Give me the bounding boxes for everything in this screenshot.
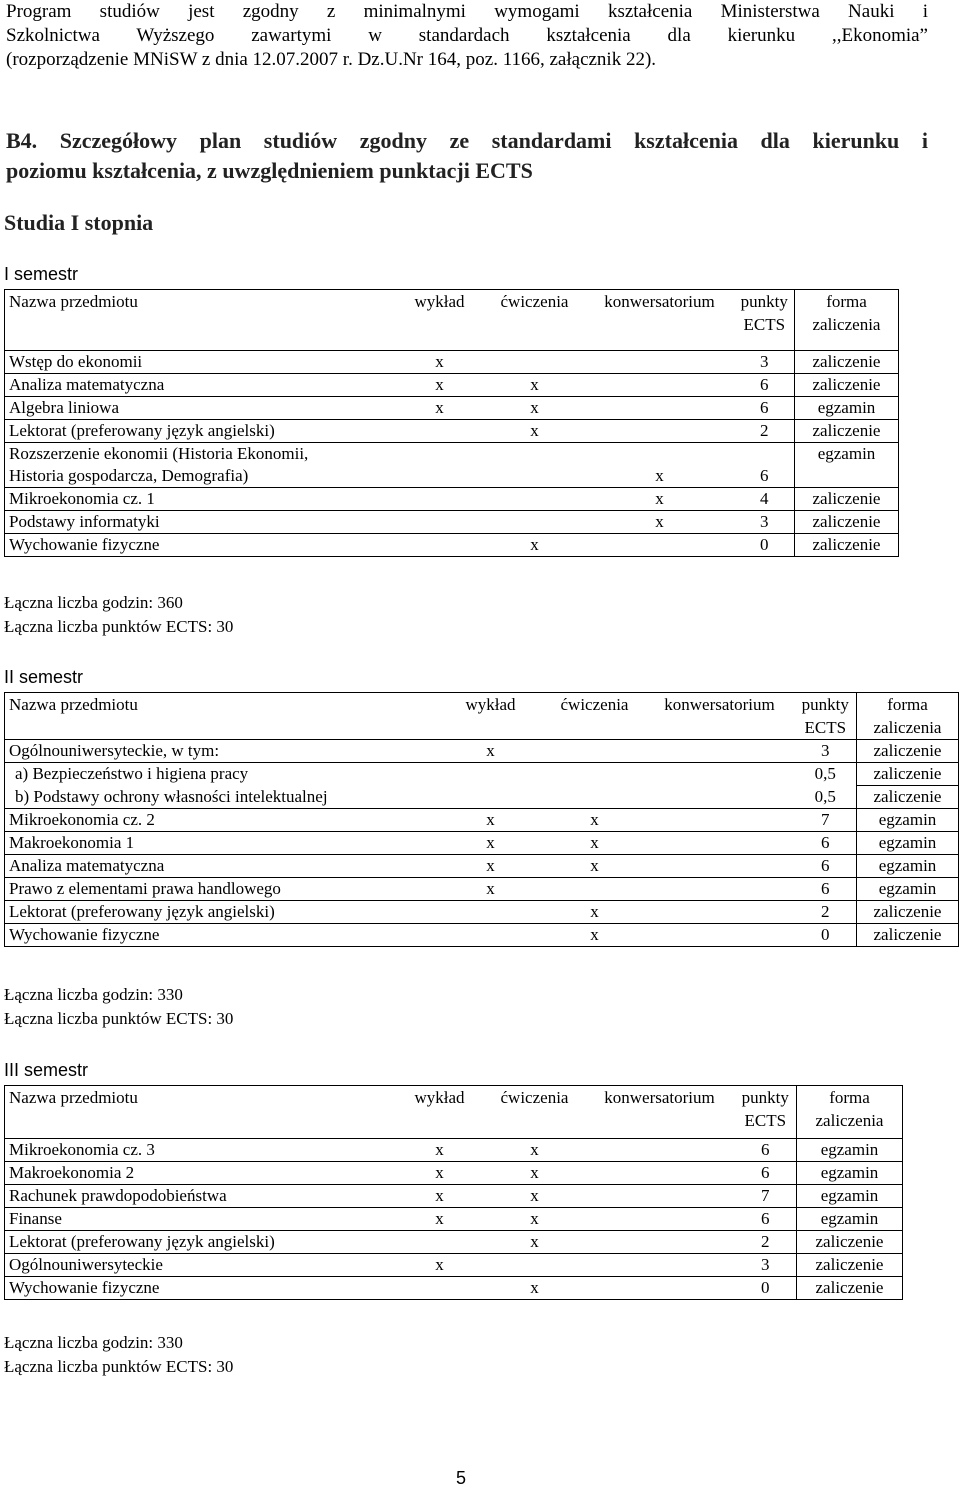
semester-3-table [4,1085,903,1300]
assessment-form: egzamin [797,1185,903,1208]
table-row [5,1208,903,1231]
lecture-mark [395,420,485,443]
conversatorium-mark [585,1231,735,1254]
table-row [5,809,959,832]
col-header-lecture: wykład [437,693,545,740]
lecture-mark: x [395,1162,485,1185]
assessment-form: zaliczenie [795,351,899,374]
table-row [5,351,899,374]
assessment-form: zaliczenie [857,740,959,763]
semester-1-table [4,289,899,557]
exercises-mark: x [485,1208,585,1231]
conversatorium-mark [645,809,795,832]
assessment-form: egzamin [797,1162,903,1185]
col-header-subject: Nazwa przedmiotu [5,693,437,740]
col-header-ects-line2: ECTS [744,1111,787,1130]
intro-line: Szkolnictwa Wyższego zawartymi w standardach kształcenia dla kierunku ,,Ekonomia” [6,25,928,46]
lecture-mark: x [437,855,545,878]
section-heading [6,126,928,186]
col-header-form-line1: forma [829,1088,870,1107]
exercises-mark [485,1254,585,1277]
assessment-form: zaliczenie [795,534,899,557]
assessment-form: egzamin [857,809,959,832]
ects-value: 2 [735,420,795,443]
col-header-ects [735,290,795,337]
col-header-exercises: ćwiczenia [485,1086,585,1133]
ects-value: 3 [735,351,795,374]
exercises-mark: x [545,901,645,924]
subject-name: Podstawy informatyki [5,511,395,534]
col-header-ects-line1: punkty [741,1088,789,1107]
degree-heading: Studia I stopnia [4,210,154,235]
col-header-form [797,1086,903,1133]
exercises-mark [545,878,645,901]
table-row [5,1254,903,1277]
subject-name: Rachunek prawdopodobieństwa [5,1185,395,1208]
table-row [5,1277,903,1300]
semester-label: I semestr [4,264,79,284]
col-header-ects-line1: punkty [740,292,788,311]
subject-name: Analiza matematyczna [5,374,395,397]
total-hours: Łączna liczba godzin: 330 [4,1333,183,1352]
col-header-conversatorium: konwersatorium [585,1086,735,1133]
col-header-ects-line1: punkty [801,695,849,714]
subject-name: Mikroekonomia cz. 2 [5,809,437,832]
conversatorium-mark [585,351,735,374]
assessment-form: zaliczenie [797,1277,903,1300]
ects-value: 6 [795,878,857,901]
subject-name: Mikroekonomia cz. 1 [5,488,395,511]
subject-name: Finanse [5,1208,395,1231]
conversatorium-mark [645,878,795,901]
subject-name: Lektorat (preferowany język angielski) [5,420,395,443]
col-header-form-line2: zaliczenia [812,315,881,334]
conversatorium-mark [645,740,795,763]
col-header-ects [735,1086,797,1133]
conversatorium-mark [645,763,795,786]
intro-line: Program studiów jest zgodny z minimalnymi wymogami kształcenia Ministerstwa Nauki i [6,1,928,22]
lecture-mark: x [395,1254,485,1277]
lecture-mark [437,786,545,809]
ects-value: 6 [795,855,857,878]
conversatorium-mark [585,1277,735,1300]
ects-value: 0 [735,534,795,557]
exercises-mark: x [485,1185,585,1208]
lecture-mark [395,1231,485,1254]
total-hours: Łączna liczba godzin: 360 [4,593,183,612]
total-ects: Łączna liczba punktów ECTS: 30 [4,1009,234,1028]
conversatorium-mark [645,786,795,809]
page-number: 5 [456,1468,467,1488]
ects-value: 4 [735,488,795,511]
assessment-form: zaliczenie [795,420,899,443]
subject-name [5,443,395,488]
assessment-form: zaliczenie [857,763,959,786]
semester-2-table [4,692,959,947]
conversatorium-mark [585,1185,735,1208]
exercises-mark [485,351,585,374]
subject-name: Lektorat (preferowany język angielski) [5,901,437,924]
subject-name: Wstęp do ekonomii [5,351,395,374]
ects-value: 3 [735,1254,797,1277]
total-hours: Łączna liczba godzin: 330 [4,985,183,1004]
ects-value: 6 [735,1139,797,1162]
table-row [5,786,959,809]
ects-value: 6 [735,1208,797,1231]
assessment-form: egzamin [797,1208,903,1231]
intro-paragraph [6,0,928,72]
ects-value: 0 [795,924,857,947]
ects-value: 6 [735,443,795,488]
exercises-mark: x [545,924,645,947]
assessment-form: zaliczenie [857,901,959,924]
assessment-form: zaliczenie [857,924,959,947]
table-row [5,1139,903,1162]
lecture-mark [437,924,545,947]
ects-value: 0,5 [814,764,836,783]
table-row [5,1162,903,1185]
ects-value: 3 [795,740,857,763]
exercises-mark: x [485,397,585,420]
lecture-mark [437,763,545,786]
total-ects: Łączna liczba punktów ECTS: 30 [4,1357,234,1376]
ects-value: 2 [795,901,857,924]
conversatorium-mark [585,534,735,557]
exercises-mark: x [485,1277,585,1300]
semester-totals [4,1331,233,1379]
exercises-mark: x [485,534,585,557]
intro-line: (rozporządzenie MNiSW z dnia 12.07.2007 r. Dz.U.Nr 164, poz. 1166, załącznik 22). [6,49,657,70]
exercises-mark: x [545,809,645,832]
conversatorium-mark: x [585,443,735,488]
col-header-form-line1: forma [887,695,928,714]
subject-name: Algebra liniowa [5,397,395,420]
lecture-mark: x [395,397,485,420]
conversatorium-mark [645,832,795,855]
col-header-exercises: ćwiczenia [485,290,585,337]
ects-value: 2 [735,1231,797,1254]
lecture-mark [437,901,545,924]
assessment-form: zaliczenie [797,1254,903,1277]
subject-name: Makroekonomia 1 [5,832,437,855]
exercises-mark: x [545,832,645,855]
col-header-form [795,290,899,337]
table-row [5,397,899,420]
table-row [5,534,899,557]
semester-label: III semestr [4,1060,89,1080]
lecture-mark [395,511,485,534]
table-header-row [5,1086,903,1133]
assessment-form: egzamin [857,878,959,901]
exercises-mark: x [545,855,645,878]
semester-label: II semestr [4,667,84,687]
col-header-conversatorium: konwersatorium [585,290,735,337]
table-row [5,763,959,786]
exercises-mark [485,443,585,488]
table-row [5,740,959,763]
lecture-mark: x [395,1185,485,1208]
table-row [5,832,959,855]
conversatorium-mark [585,1208,735,1231]
col-header-conversatorium: konwersatorium [645,693,795,740]
lecture-mark: x [437,740,545,763]
table-row [5,878,959,901]
lecture-mark: x [437,878,545,901]
col-header-exercises: ćwiczenia [545,693,645,740]
lecture-mark: x [395,1208,485,1231]
exercises-mark [545,740,645,763]
lecture-mark: x [437,832,545,855]
conversatorium-mark [585,397,735,420]
conversatorium-mark [645,855,795,878]
conversatorium-mark [645,901,795,924]
assessment-form: zaliczenie [795,511,899,534]
table-header-row [5,693,959,740]
assessment-form: egzamin [857,832,959,855]
subject-name-line2: Historia gospodarcza, Demografia) [9,466,249,485]
exercises-mark [545,763,645,786]
assessment-form: egzamin [795,443,899,488]
table-row [5,443,899,488]
lecture-mark [395,443,485,488]
assessment-form: egzamin [795,397,899,420]
ects-value: 7 [795,809,857,832]
table-row [5,511,899,534]
assessment-form: zaliczenie [857,786,959,809]
col-header-form-line1: forma [826,292,867,311]
assessment-form: zaliczenie [795,488,899,511]
table-row [5,855,959,878]
conversatorium-mark [585,1139,735,1162]
subject-name: Ogólnouniwersyteckie [5,1254,395,1277]
table-row [5,924,959,947]
col-header-ects [795,693,857,740]
lecture-mark: x [437,809,545,832]
col-header-ects-line2: ECTS [743,315,786,334]
lecture-mark: x [395,1139,485,1162]
col-header-subject: Nazwa przedmiotu [5,1086,395,1133]
subject-name-line1: Rozszerzenie ekonomii (Historia Ekonomii, [9,444,309,463]
lecture-mark [395,1277,485,1300]
lecture-mark [395,534,485,557]
ects-value: 7 [735,1185,797,1208]
subject-name: Analiza matematyczna [5,855,437,878]
col-header-ects-line2: ECTS [804,718,847,737]
exercises-mark: x [485,374,585,397]
conversatorium-mark: x [585,488,735,511]
exercises-mark: x [485,1162,585,1185]
col-header-lecture: wykład [395,1086,485,1133]
subject-name: Mikroekonomia cz. 3 [5,1139,395,1162]
conversatorium-mark [585,374,735,397]
exercises-mark: x [485,1231,585,1254]
total-ects: Łączna liczba punktów ECTS: 30 [4,617,234,636]
table-row [5,420,899,443]
exercises-mark: x [485,420,585,443]
subject-name: Lektorat (preferowany język angielski) [5,1231,395,1254]
conversatorium-mark [585,420,735,443]
exercises-mark [485,488,585,511]
col-header-form [857,693,959,740]
conversatorium-mark: x [585,511,735,534]
subject-name: b) Podstawy ochrony własności intelektualnej [5,786,437,809]
table-row [5,901,959,924]
semester-totals [4,591,233,639]
table-row [5,488,899,511]
table-header-row [5,290,899,337]
exercises-mark [485,511,585,534]
conversatorium-mark [645,924,795,947]
ects-value: 6 [735,1162,797,1185]
section-heading-line: B4. Szczegółowy plan studiów zgodny ze standardami kształcenia dla kierunku i [6,128,928,153]
ects-value: 3 [735,511,795,534]
subject-name: Wychowanie fizyczne [5,534,395,557]
lecture-mark: x [395,351,485,374]
subject-name: Makroekonomia 2 [5,1162,395,1185]
subject-name: Wychowanie fizyczne [5,924,437,947]
semester-totals [4,983,233,1031]
table-row [5,1231,903,1254]
ects-value: 6 [735,397,795,420]
subject-name: Wychowanie fizyczne [5,1277,395,1300]
ects-value: 6 [795,832,857,855]
col-header-form-line2: zaliczenia [873,718,942,737]
conversatorium-mark [585,1254,735,1277]
subject-name: Prawo z elementami prawa handlowego [5,878,437,901]
assessment-form: egzamin [857,855,959,878]
subject-name: a) Bezpieczeństwo i higiena pracy [5,763,437,786]
table-row [5,1185,903,1208]
assessment-form: zaliczenie [797,1231,903,1254]
col-header-lecture: wykład [395,290,485,337]
col-header-subject: Nazwa przedmiotu [5,290,395,337]
col-header-form-line2: zaliczenia [815,1111,884,1130]
lecture-mark [395,488,485,511]
exercises-mark: x [485,1139,585,1162]
exercises-mark [545,786,645,809]
assessment-form: zaliczenie [795,374,899,397]
conversatorium-mark [585,1162,735,1185]
section-heading-line: poziomu kształcenia, z uwzględnieniem punktacji ECTS [6,158,533,183]
ects-value: 6 [735,374,795,397]
ects-value: 0 [735,1277,797,1300]
assessment-form: egzamin [797,1139,903,1162]
lecture-mark: x [395,374,485,397]
ects-value: 0,5 [795,786,857,809]
subject-name: Ogólnouniwersyteckie, w tym: [5,740,437,763]
table-row [5,374,899,397]
